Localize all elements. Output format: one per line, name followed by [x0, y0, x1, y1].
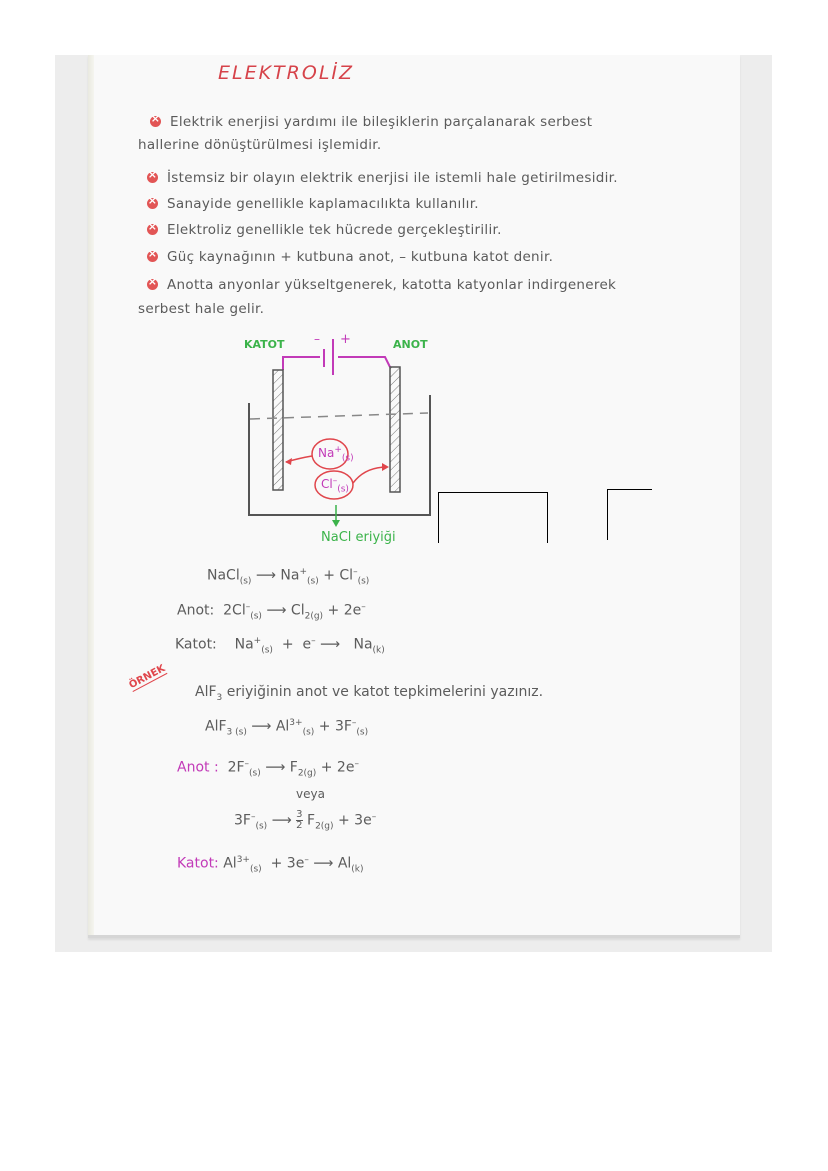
bullet-5: ×Güç kaynağının + kutbuna anot, – kutbuna katot denir. [147, 249, 553, 265]
bullet-6: ×Anotta anyonlar yükseltgenerek, katotta katyonlar indirgenerek [147, 277, 616, 293]
bullet-icon [147, 251, 158, 262]
bullet-2: ×İstemsiz bir olayın elektrik enerjisi ile istemli hale getirilmesidir. [147, 170, 618, 186]
fraction: $\frac{3}{2}$ [296, 809, 303, 831]
cell-drawing [230, 325, 450, 535]
bullet-icon [147, 224, 158, 235]
example-anode-eq2: $3F^-_{(s)}$ ⟶ $\frac{3}{2}$ $F_{2(g)} + 3e^-$ [234, 809, 377, 832]
bullet-icon [147, 172, 158, 183]
bullet-icon [147, 279, 158, 290]
ion-cl: $Cl^-_{(s)}$ [321, 476, 349, 495]
bullet-4: ×Elektroliz genellikle tek hücrede gerçekleştirilir. [147, 222, 502, 238]
bullet-6-continuation: serbest hale gelir. [138, 301, 265, 317]
page-binding [88, 55, 94, 935]
anot-label: ANOT [393, 338, 428, 351]
example-cathode-eq: Katot: $Al^{3+}_{(s)} + 3e^-$ ⟶ $Al_{(k)}$ [177, 855, 364, 875]
bullet-icon [150, 116, 161, 127]
example-tag: ÖRNEK [127, 663, 168, 692]
bullet-3: ×Sanayide genellikle kaplamacılıkta kullanılır. [147, 196, 479, 212]
equation-anode: Anot: $2Cl^-_{(s)}$ ⟶ $Cl_{2(g)} + 2e^-$ [177, 602, 366, 622]
katot-label: KATOT [244, 338, 285, 351]
svg-text:+: + [340, 332, 351, 347]
bullet-1: ×Elektrik enerjisi yardımı ile bileşiklerin parçalanarak serbest [150, 114, 592, 130]
example-dissociation: AlF$_{3 (s)}$ ⟶ $Al^{3+}_{(s)} + 3F^-_{(s)}$ [205, 718, 369, 738]
bullet-icon [147, 198, 158, 209]
example-anode-eq1: Anot : $2F^-_{(s)}$ ⟶ $F_{2(g)} + 2e^-$ [177, 759, 359, 779]
solution-label: NaCl eriyiği [321, 530, 396, 545]
bullet-1-continuation: hallerine dönüştürülmesi işlemidir. [138, 137, 382, 153]
bleed-through-mark [438, 492, 548, 543]
svg-text:–: – [314, 332, 320, 346]
ion-na: $Na^+_{(s)}$ [318, 445, 354, 464]
bleed-through-mark [607, 489, 652, 540]
example-question: AlF$_3$ eriyiğinin anot ve katot tepkimelerini yazınız. [195, 684, 544, 703]
equation-dissociation: NaCl$_{(s)}$ ⟶ $Na^+_{(s)} + Cl^-_{(s)}$ [207, 567, 370, 587]
equation-cathode: Katot: $Na^+_{(s)} + e^-$ ⟶ $Na_{(k)}$ [175, 636, 385, 656]
or-text: veya [296, 787, 325, 801]
page-title: ELEKTROLİZ [218, 62, 355, 84]
